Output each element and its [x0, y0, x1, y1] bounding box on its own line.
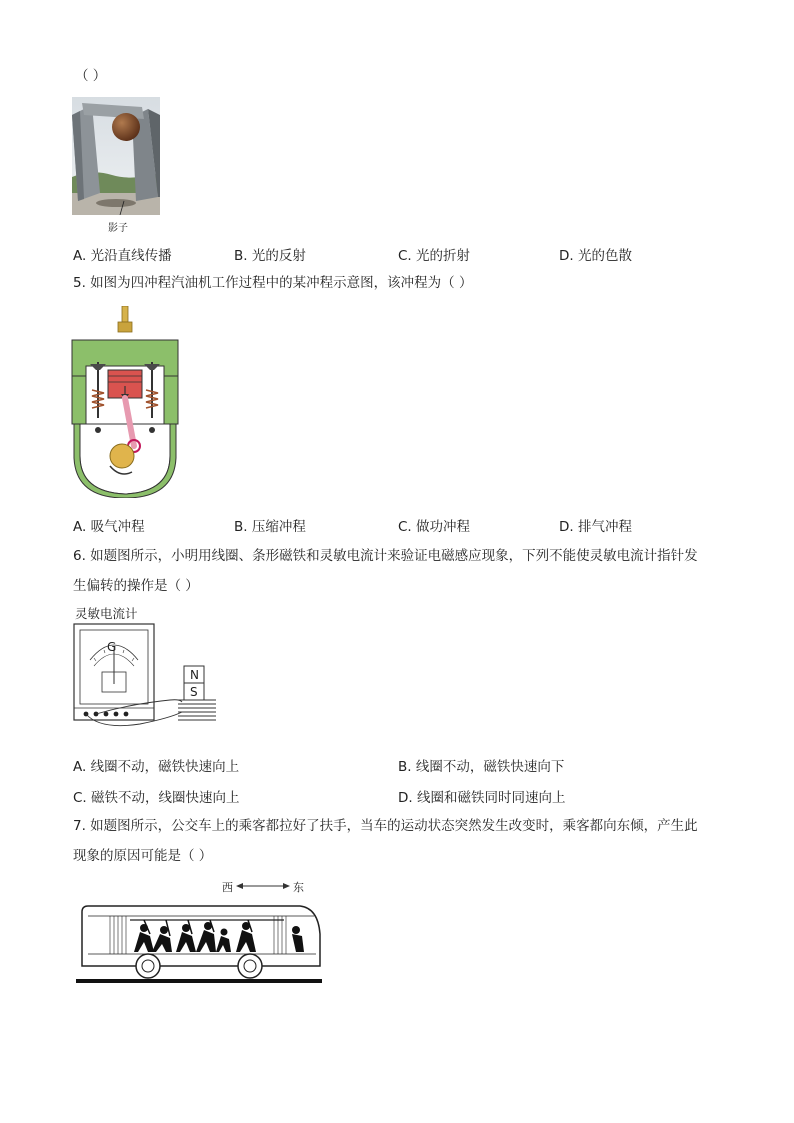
q7-question-line-2: 现象的原因可能是（ ）: [73, 848, 213, 864]
q5-option-b: B. 压缩冲程: [234, 519, 306, 535]
q4-option-d: D. 光的色散: [559, 248, 632, 264]
q6-option-d: D. 线圈和磁铁同时同速向上: [398, 790, 566, 806]
q5-option-d: D. 排气冲程: [559, 519, 632, 535]
q4-option-a: A. 光沿直线传播: [73, 248, 172, 264]
q7-bus-diagram: [74, 898, 324, 988]
q4-answer-paren: （ ）: [75, 68, 107, 84]
q6-magnet-north: N: [190, 668, 199, 682]
q6-option-a: A. 线圈不动，磁铁快速向上: [73, 759, 240, 775]
q6-galvanometer-diagram: [70, 620, 230, 730]
q4-option-b: B. 光的反射: [234, 248, 306, 264]
q6-option-b: B. 线圈不动，磁铁快速向下: [398, 759, 565, 775]
q6-figure-title: 灵敏电流计: [75, 606, 138, 621]
q7-west-label: 西: [222, 881, 233, 894]
q6-magnet-south: S: [190, 685, 198, 699]
q5-question-text: 5. 如图为四冲程汽油机工作过程中的某冲程示意图，该冲程为（ ）: [73, 275, 473, 291]
q6-option-c: C. 磁铁不动，线圈快速向上: [73, 790, 240, 806]
q6-question-line-1: 6. 如题图所示，小明用线圈、条形磁铁和灵敏电流计来验证电磁感应现象，下列不能使灵敏电流计指针发: [73, 548, 698, 564]
q5-option-c: C. 做功冲程: [398, 519, 471, 535]
q5-option-a: A. 吸气冲程: [73, 519, 145, 535]
q4-figure-caption: 影子: [108, 223, 128, 234]
q7-east-label: 东: [293, 881, 304, 894]
q4-option-c: C. 光的折射: [398, 248, 471, 264]
q7-direction-arrow: [236, 879, 290, 893]
q5-engine-diagram: [70, 306, 180, 498]
q4-monument-photo: [72, 97, 160, 215]
q6-meter-letter: G: [107, 640, 117, 654]
q6-question-line-2: 生偏转的操作是（ ）: [73, 578, 199, 594]
q7-question-line-1: 7. 如题图所示，公交车上的乘客都拉好了扶手，当车的运动状态突然发生改变时，乘客都向东倾，产生此: [73, 818, 698, 834]
